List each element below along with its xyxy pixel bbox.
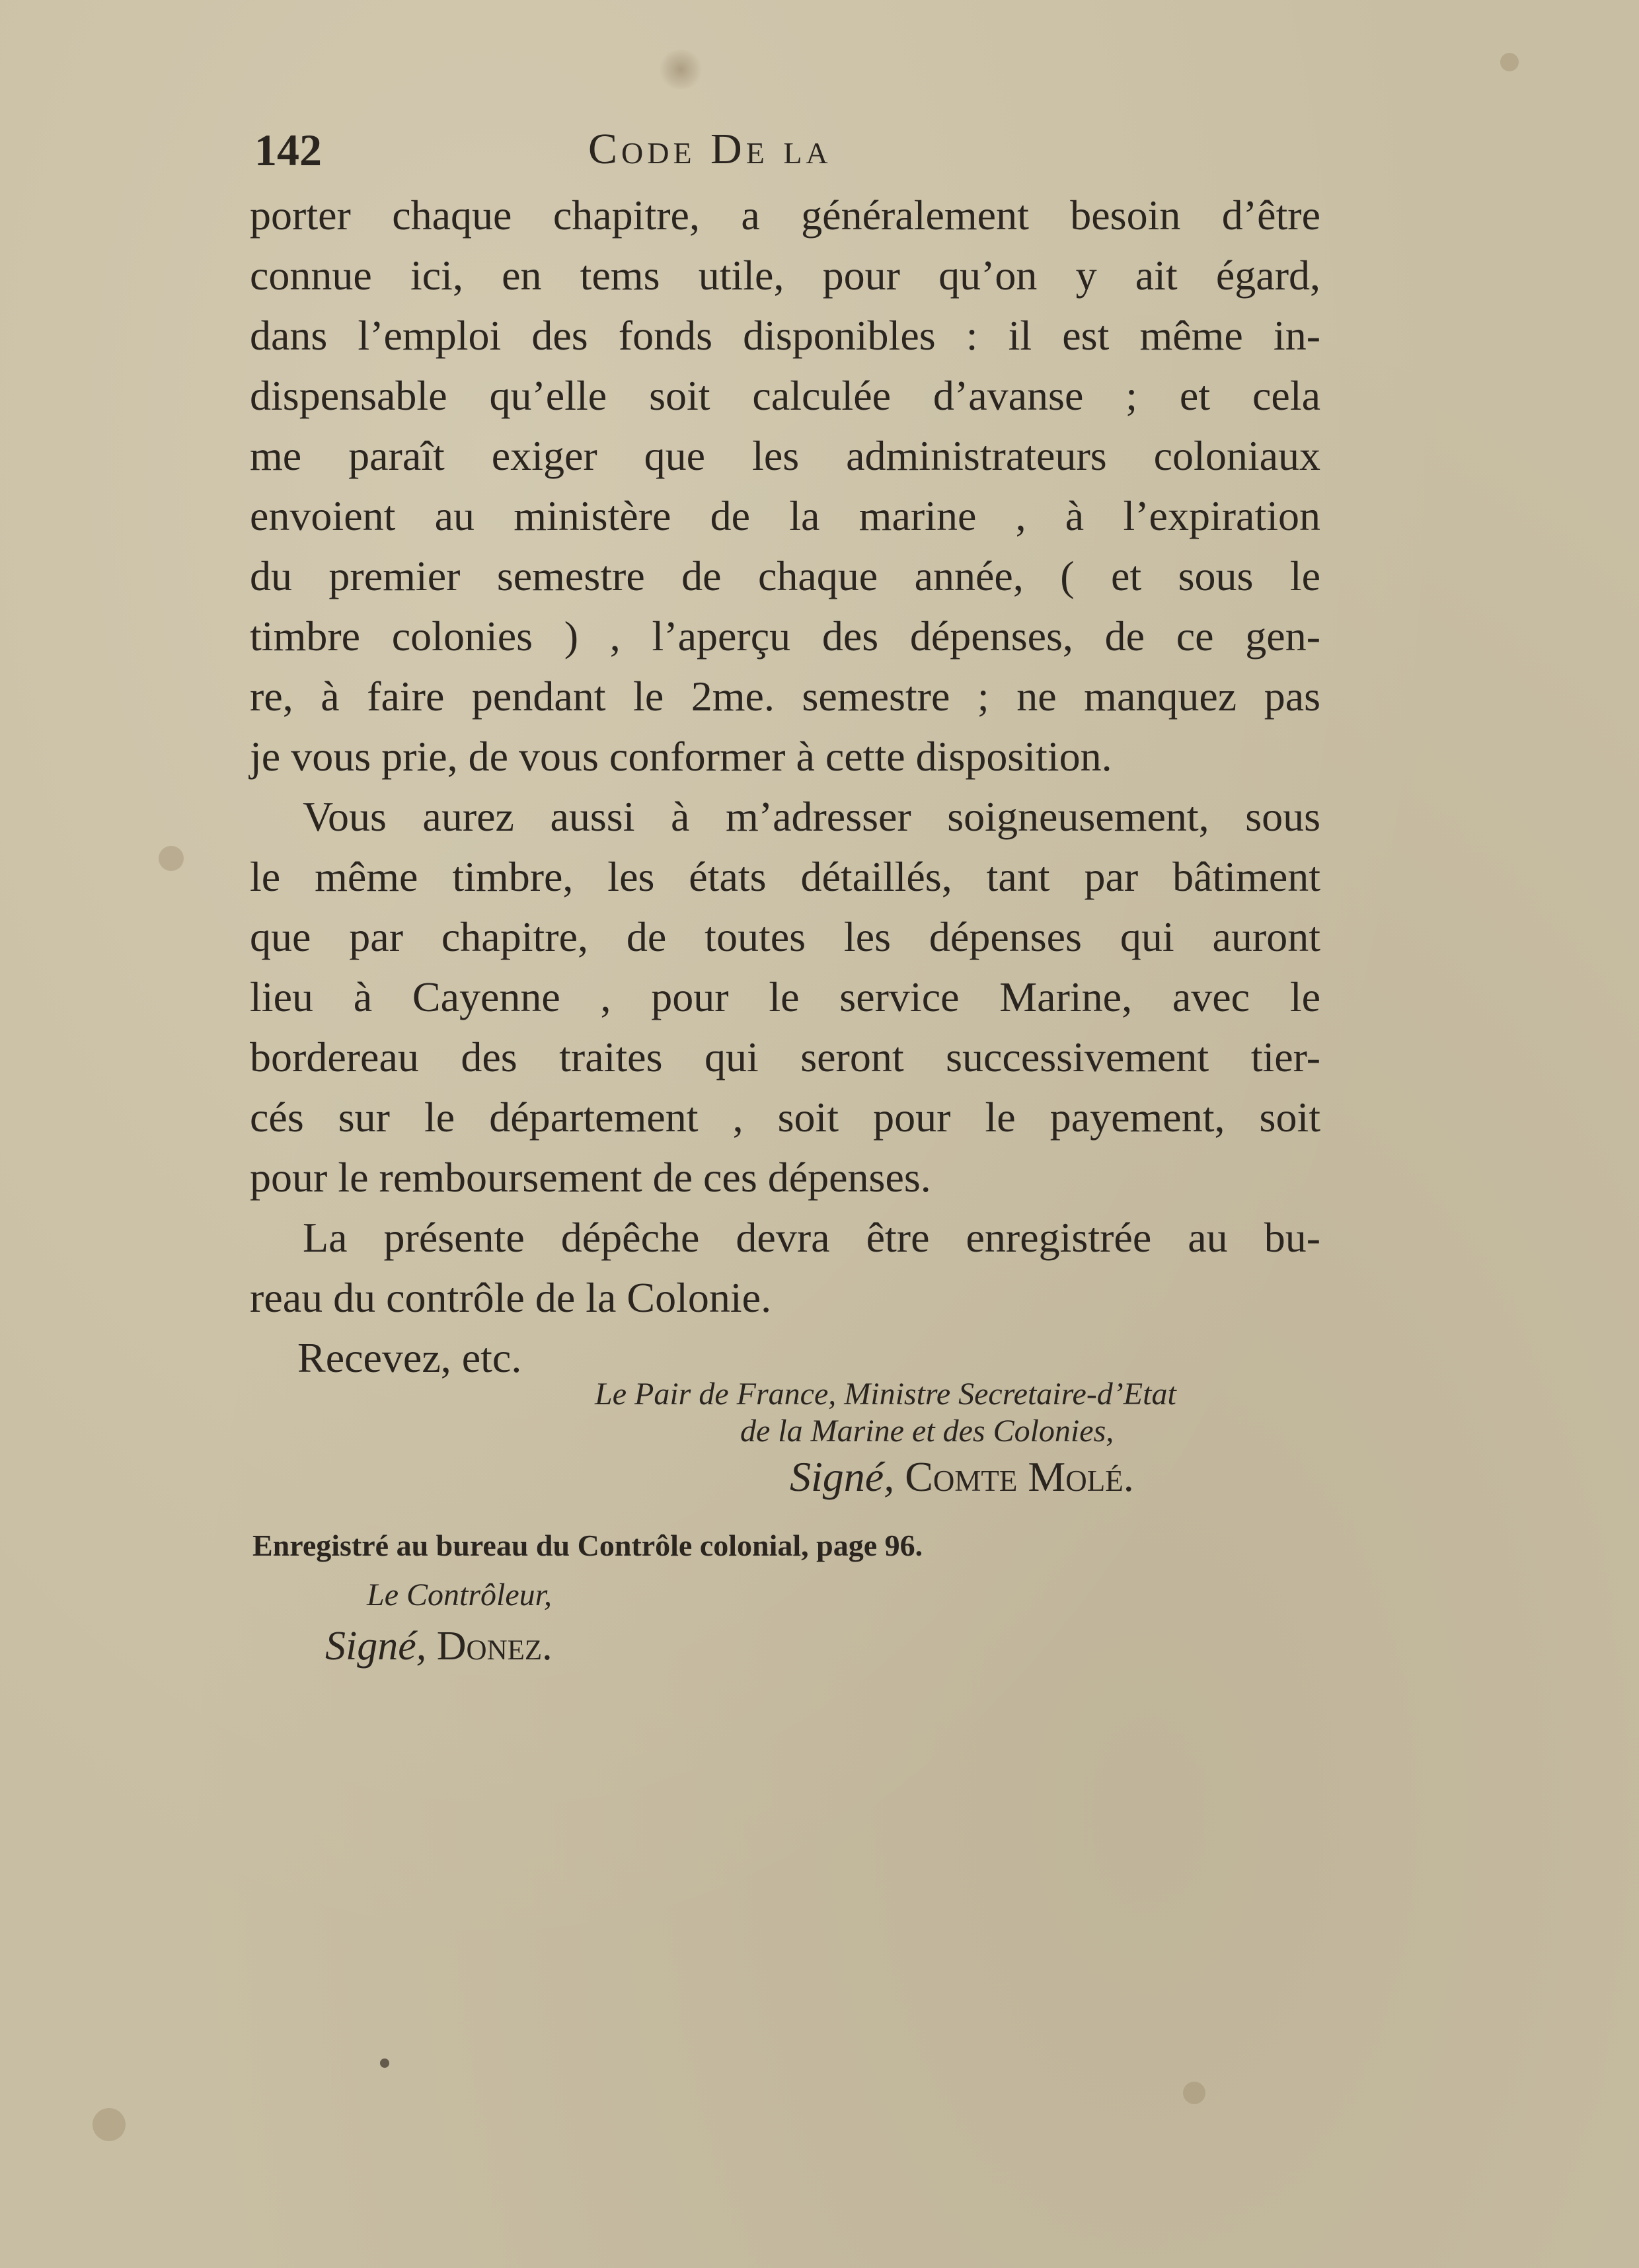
paper-spot: [93, 2108, 126, 2141]
text-line: je vous prie, de vous conformer à cette disposition.: [250, 733, 1112, 780]
text-line: cés sur le département , soit pour le payement, soit: [250, 1094, 1320, 1141]
text-line: me paraît exiger que les administrateurs coloniaux: [250, 432, 1320, 479]
text-line: La présente dépêche devra être enregistrée au bu-: [303, 1214, 1320, 1261]
signer-name: Comte Molé.: [905, 1453, 1134, 1500]
text-line: dans l’emploi des fonds disponibles : il est même in-: [250, 312, 1320, 359]
paper-spot: [380, 2059, 389, 2068]
text-line: reau du contrôle de la Colonie.: [250, 1274, 772, 1321]
salutation: Recevez, etc.: [297, 1334, 522, 1381]
paper-spot: [159, 846, 184, 871]
text-line: porter chaque chapitre, a généralement besoin d’être: [250, 192, 1320, 239]
text-line: timbre colonies ) , l’aperçu des dépenses, de ce gen-: [250, 613, 1320, 660]
text-line: envoient au ministère de la marine , à l’expiration: [250, 492, 1320, 539]
text-line: lieu à Cayenne , pour le service Marine, avec le: [250, 973, 1320, 1020]
signature-title-line2: de la Marine et des Colonies,: [740, 1414, 1114, 1449]
controller-title: Le Contrôleur,: [367, 1577, 553, 1612]
ornament-icon: [658, 50, 704, 89]
registration-note: Enregistré au bureau du Contrôle colonial, page 96.: [252, 1529, 923, 1562]
text-line: que par chapitre, de toutes les dépenses qui auront: [250, 913, 1320, 960]
signed-label: Signé,: [790, 1453, 895, 1500]
page-number: 142: [254, 125, 322, 175]
text-line: Vous aurez aussi à m’adresser soigneusement, sous: [303, 793, 1320, 840]
paper-spot: [1183, 2082, 1205, 2104]
text-line: du premier semestre de chaque année, ( et sous le: [250, 552, 1320, 599]
body-text: [250, 185, 1320, 1388]
running-title: Code De la: [588, 125, 832, 173]
text-line: connue ici, en tems utile, pour qu’on y ait égard,: [250, 252, 1320, 299]
controller-name: Donez.: [436, 1624, 553, 1669]
signature-name: [790, 1453, 1134, 1501]
controller-signature: [325, 1623, 553, 1670]
running-header: [254, 118, 1332, 190]
text-line: le même timbre, les états détaillés, tant par bâtiment: [250, 853, 1320, 900]
paper-spot: [1500, 53, 1519, 71]
text-line: re, à faire pendant le 2me. semestre ; ne manquez pas: [250, 673, 1320, 720]
signature-title-line1: Le Pair de France, Ministre Secretaire-d’Etat: [595, 1377, 1176, 1412]
text-line: dispensable qu’elle soit calculée d’avanse ; et cela: [250, 372, 1320, 419]
text-line: bordereau des traites qui seront successivement tier-: [250, 1034, 1320, 1080]
text-line: pour le remboursement de ces dépenses.: [250, 1154, 931, 1201]
controller-signed-label: Signé,: [325, 1624, 427, 1669]
